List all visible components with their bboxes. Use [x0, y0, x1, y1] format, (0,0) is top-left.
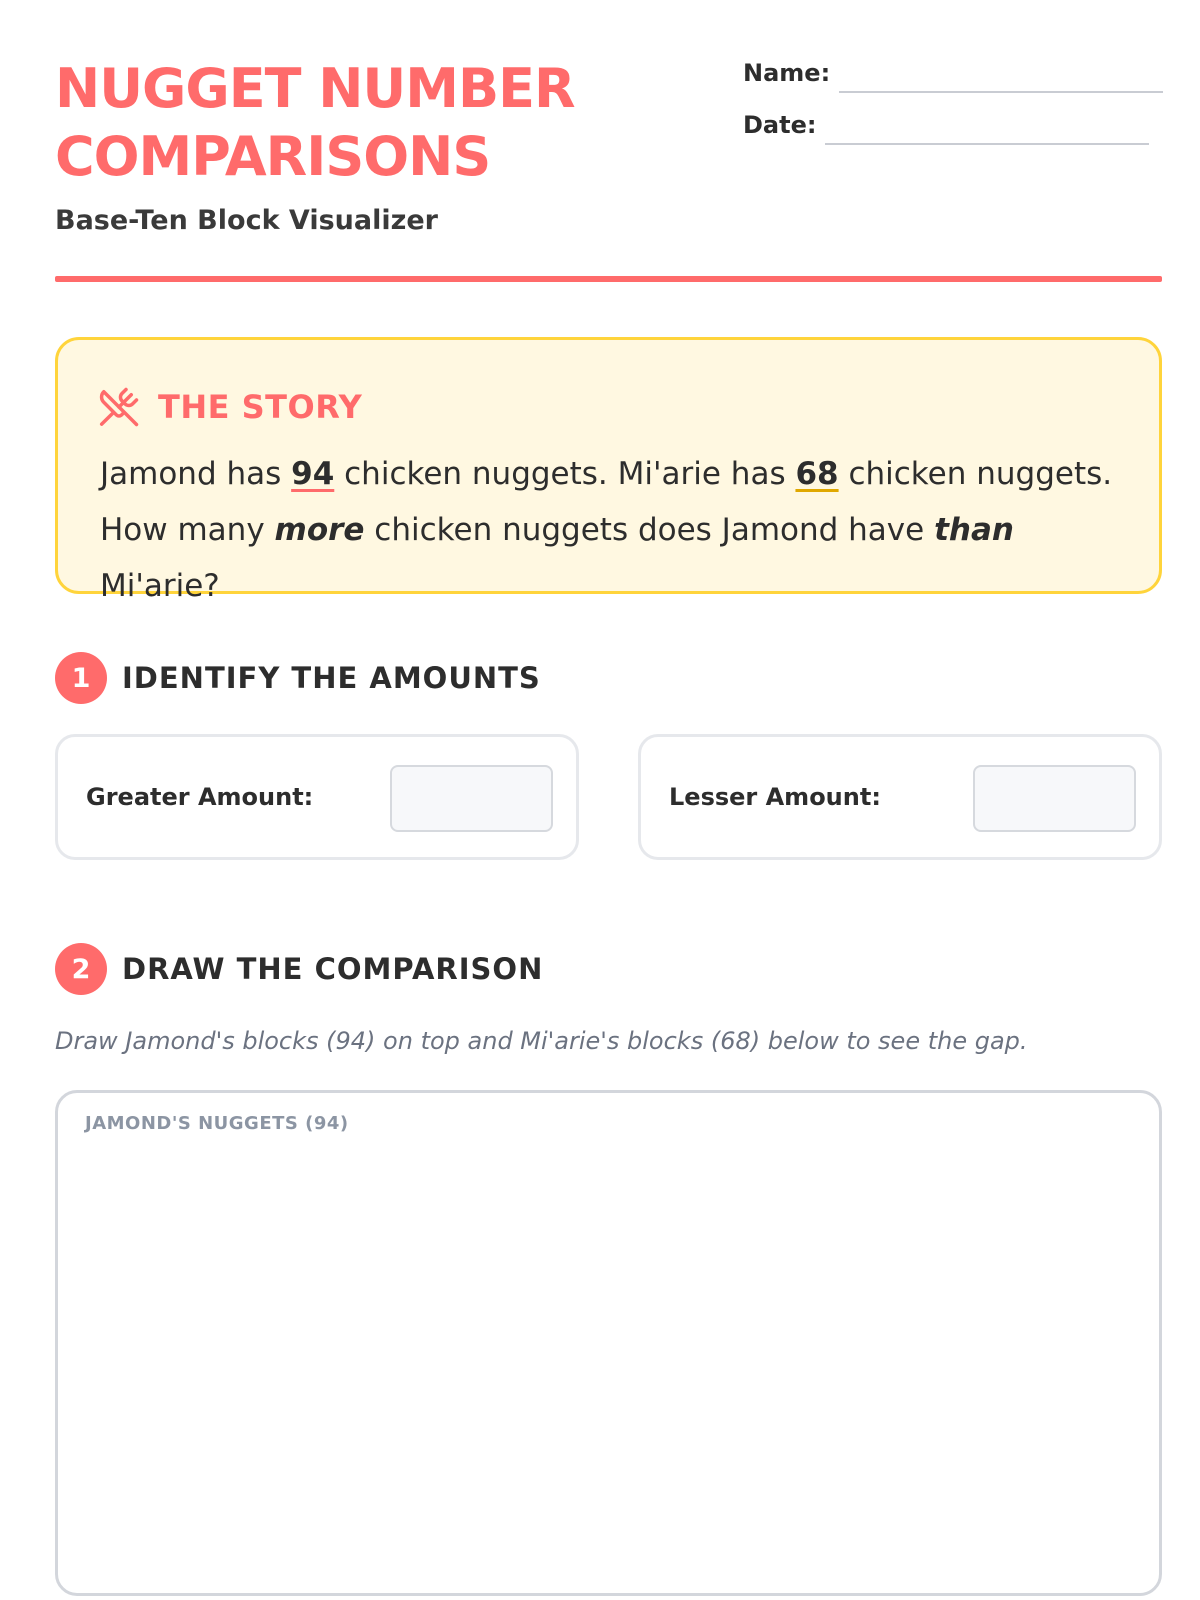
- story-header: [98, 386, 362, 428]
- step-2-heading: [55, 943, 543, 995]
- date-row: [743, 107, 1163, 159]
- utensils-crossed-icon: [98, 386, 140, 428]
- date-field[interactable]: [825, 143, 1149, 145]
- page-subtitle: Base-Ten Block Visualizer: [55, 205, 438, 236]
- step-1-title: IDENTIFY THE AMOUNTS: [122, 661, 541, 695]
- jamond-amount: 94: [291, 456, 335, 492]
- story-card: [55, 337, 1162, 604]
- page-title: [55, 55, 655, 191]
- drawing-instruction: Draw Jamond's blocks (94) on top and Mi'arie's blocks (68) below to see the gap.: [55, 1027, 1028, 1055]
- page-title-line-2: COMPARISONS: [55, 125, 491, 188]
- story-text-part: chicken nuggets. How many: [100, 456, 1113, 548]
- name-row: [743, 55, 1163, 107]
- page-title-line-1: NUGGET NUMBER: [55, 57, 575, 120]
- keyword-more: more: [274, 512, 365, 548]
- story-text: [100, 446, 1130, 614]
- step-2-badge: 2: [55, 943, 107, 995]
- name-label: Name:: [743, 59, 831, 87]
- story-text-part: chicken nuggets. Mi'arie has: [334, 456, 796, 492]
- greater-amount-card: [55, 734, 579, 860]
- keyword-than: than: [934, 512, 1014, 548]
- title-block: [55, 55, 655, 236]
- header-divider: [55, 276, 1162, 282]
- greater-amount-label: Greater Amount:: [86, 783, 314, 811]
- jamond-drawing-area[interactable]: [55, 1090, 1162, 1596]
- worksheet-page: [55, 0, 1162, 1600]
- lesser-amount-card: [638, 734, 1162, 860]
- student-info: [743, 55, 1163, 159]
- lesser-amount-input[interactable]: [973, 765, 1136, 832]
- story-text-part: chicken nuggets does Jamond have: [364, 512, 935, 548]
- miarie-amount: 68: [795, 456, 839, 492]
- step-2-title: DRAW THE COMPARISON: [122, 952, 544, 986]
- story-title: THE STORY: [158, 388, 363, 426]
- story-text-part: Mi'arie?: [100, 568, 220, 604]
- greater-amount-input[interactable]: [390, 765, 553, 832]
- date-label: Date:: [743, 111, 817, 139]
- step-1-badge: 1: [55, 652, 107, 704]
- story-text-part: Jamond has: [100, 456, 292, 492]
- step-1-heading: [55, 652, 541, 704]
- name-field[interactable]: [839, 91, 1163, 93]
- lesser-amount-label: Lesser Amount:: [669, 783, 881, 811]
- drawing-area-label: JAMOND'S NUGGETS (94): [85, 1113, 349, 1134]
